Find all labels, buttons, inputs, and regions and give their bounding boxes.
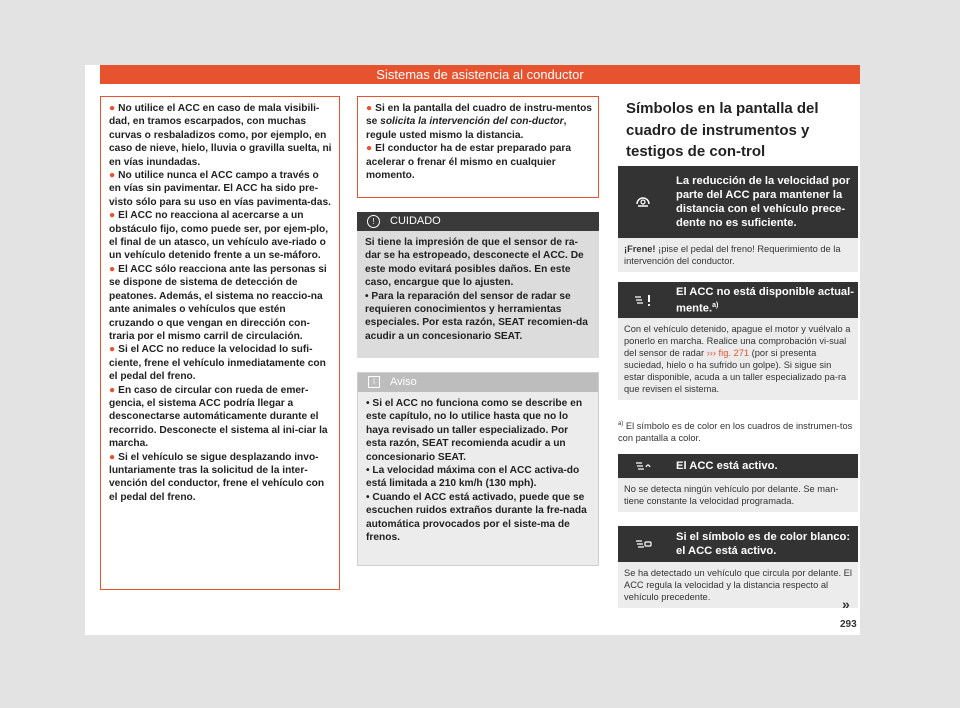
- symbol-title: El ACC no está disponible actual-mente.$^{a)}$: [676, 285, 854, 315]
- acc-unavailable-icon: [618, 293, 668, 307]
- note-title: Aviso: [390, 376, 417, 388]
- symbol-title: La reducción de la velocidad por parte del ACC para mantener la distancia con el vehículo prece-dente no es suficiente.: [676, 175, 851, 229]
- acc-active-icon: [618, 459, 668, 473]
- continue-mark: »: [842, 596, 850, 612]
- symbol-title: Si el símbolo es de color blanco: el ACC está activo.: [676, 531, 851, 557]
- exclamation-icon: !: [367, 215, 380, 228]
- symbol-entry-active: [618, 454, 858, 512]
- figure-link[interactable]: ››› fig. 271: [706, 348, 750, 358]
- symbol-description: ¡Frene! ¡pise el pedal del freno! Requerimiento de la intervención del conductor.: [618, 238, 858, 272]
- caution-title: CUIDADO: [390, 215, 441, 227]
- note-box: [357, 372, 599, 566]
- list-item: ● El ACC no reacciona al acercarse a un obstáculo fijo, como puede ser, por ejem-plo, el final de un atasco, un vehículo ave-riado o un vehículo detenido frente a un se-máforo.: [109, 210, 329, 262]
- note-title-bar: [358, 373, 598, 392]
- symbol-description: Con el vehículo detenido, apague el motor y vuélvalo a ponerlo en marcha. Realice una comprobación vi-sual del sensor de radar ››› fig. 271 (por si presenta suciedad, hielo o ha sufrido un golpe). Si sigue sin estar disponible, acuda a un taller especializado pa-ra que revisen el sistema.: [618, 318, 858, 400]
- caution-box: [357, 212, 599, 358]
- note-text: • Cuando el ACC está activado, puede que se escuchen ruidos extraños durante la fre-nada automática provocados por el siste-ma de frenos.: [366, 491, 587, 544]
- note-text: • Si el ACC no funciona como se describe en este capítulo, no lo utilice hasta que no lo haya revisado un taller especializado. Por esta razón, SEAT recomienda acudir a un concesionario SEAT.: [366, 398, 583, 463]
- symbol-title: El ACC está activo.: [676, 460, 778, 472]
- list-item: ● En caso de circular con rueda de emer-gencia, el sistema ACC podría llegar a desconectarse automáticamente durante el recorrido. Desconecte el sistema al ini-ciar la marcha.: [109, 384, 328, 450]
- warning-continuation-box: [357, 96, 599, 198]
- symbol-description: Se ha detectado un vehículo que circula por delante. El ACC regula la velocidad y la distancia respecto al vehículo precedente.: [618, 562, 858, 608]
- symbol-entry-unavailable: [618, 282, 858, 400]
- section-title: Símbolos en la pantalla del cuadro de instrumentos y testigos de con-trol: [626, 100, 819, 160]
- page-header: Sistemas de asistencia al conductor: [100, 65, 860, 84]
- caution-text: • Para la reparación del sensor de radar se requieren conocimientos y herramientas especiales. Por esta razón, SEAT recomien-da acudir a un concesionario SEAT.: [365, 290, 588, 342]
- symbol-description: No se detecta ningún vehículo por delante. Se man-tiene constante la velocidad programada.: [618, 478, 858, 512]
- symbol-entry-vehicle-ahead: [618, 526, 858, 608]
- list-item: ● No utilice el ACC en caso de mala visibili-dad, en tramos escarpados, con muchas curvas o resbaladizos como, por ejemplo, en caso de nieve, hielo, lluvia o gravilla suelta, ni en vías inundadas.: [109, 103, 332, 168]
- list-item: ● No utilice nunca el ACC campo a través o en vías sin pavimentar. El ACC ha sido pre-visto sólo para su uso en vías pavimenta-das.: [109, 170, 331, 208]
- info-icon: i: [368, 376, 380, 388]
- caution-text: Si tiene la impresión de que el sensor de ra-dar se ha estropeado, desconecte el ACC. De este modo evitará posibles daños. En este caso, encargue que lo ajusten.: [365, 237, 584, 289]
- list-item: ● Si el ACC no reduce la velocidad lo sufi-ciente, frene el vehículo inmediatamente con el pedal del freno.: [109, 344, 326, 383]
- list-item: ● El conductor ha de estar preparado para acelerar o frenar él mismo en cualquier momento.: [366, 143, 572, 182]
- list-item: ● El ACC sólo reacciona ante las personas si se dispone de sistema de detección de peatones. Además, el sistema no reaccio-na ante animales o vehículos que estén cruzando o que vengan en dirección con-traria por el mismo carril de circulación.: [109, 263, 327, 342]
- acc-brake-icon: [618, 195, 668, 209]
- note-text: • La velocidad máxima con el ACC activa-do está limitada a 210 km/h (130 mph).: [366, 465, 580, 490]
- page-number: 293: [840, 619, 857, 630]
- acc-vehicle-ahead-icon: [618, 537, 668, 551]
- list-item: ● Si el vehículo se sigue desplazando invo-luntariamente tras la solicitud de la inter-vención del conductor, frene el vehículo con el pedal del freno.: [109, 451, 325, 503]
- caution-title-bar: [357, 212, 599, 231]
- warning-list-box: [100, 96, 340, 590]
- footnote: $^{a)}$ El símbolo es de color en los cuadros de instrumen-tos con pantalla a color.: [618, 421, 853, 444]
- symbol-entry-brake: [618, 166, 858, 272]
- list-item: ● Si en la pantalla del cuadro de instru-mentos se solicita la intervención del con-ductor, regule usted mismo la distancia.: [366, 103, 592, 141]
